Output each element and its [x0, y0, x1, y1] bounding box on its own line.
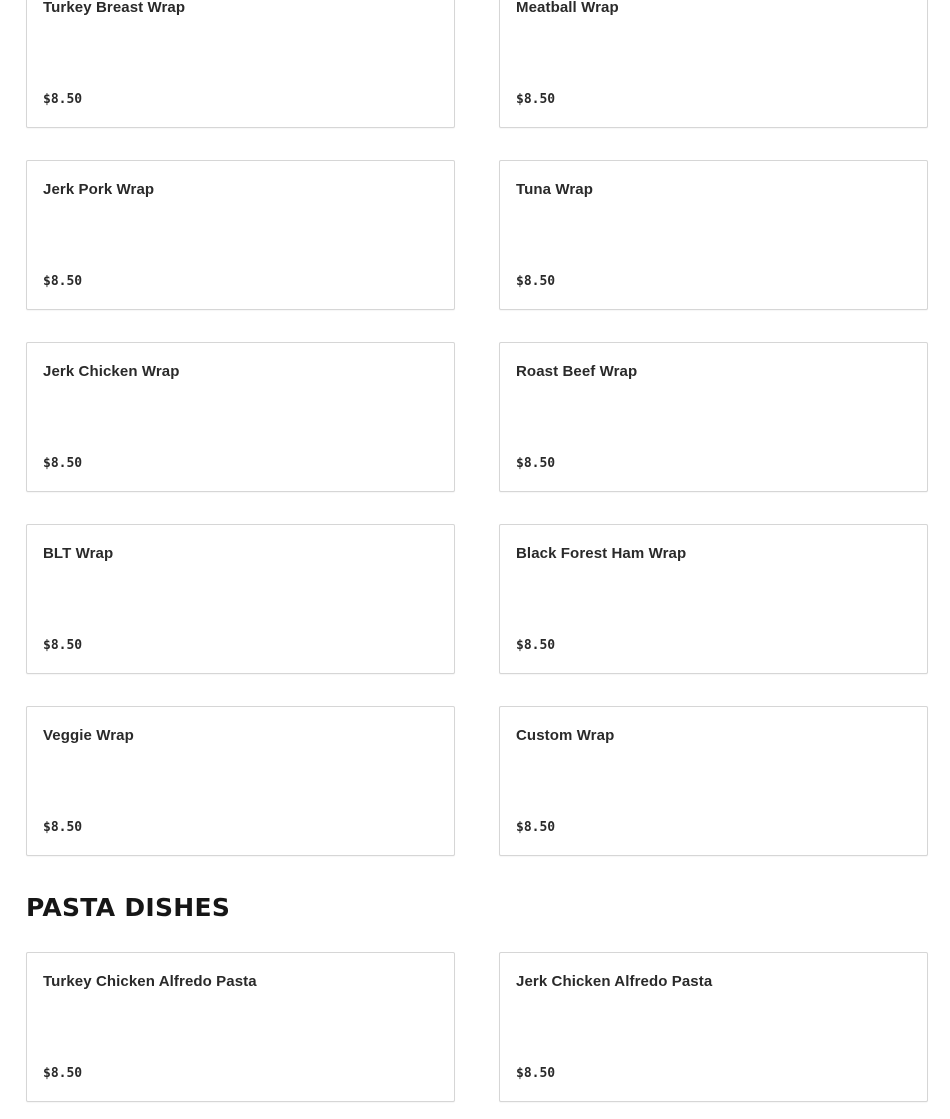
menu-item-name: Meatball Wrap	[516, 0, 619, 16]
menu-item-price: $8.50	[43, 274, 83, 289]
menu-item-name: Jerk Pork Wrap	[43, 181, 155, 198]
menu-item-name: Black Forest Ham Wrap	[516, 545, 687, 562]
menu-item-name: Jerk Chicken Wrap	[43, 363, 180, 380]
menu-item-name: Tuna Wrap	[516, 181, 594, 198]
pasta-menu-grid	[26, 952, 928, 1102]
menu-item-card-turkey-breast-wrap[interactable]	[26, 0, 455, 128]
menu-item-name: Veggie Wrap	[43, 727, 134, 744]
menu-item-name: BLT Wrap	[43, 545, 114, 562]
menu-item-card-jerk-chicken-wrap[interactable]	[26, 342, 455, 492]
menu-item-name: Turkey Breast Wrap	[43, 0, 186, 16]
menu-item-price: $8.50	[516, 820, 556, 835]
menu-item-price: $8.50	[43, 638, 83, 653]
menu-item-card-veggie-wrap[interactable]	[26, 706, 455, 856]
section-heading-pasta-dishes: PASTA DISHES	[26, 893, 231, 922]
menu-item-price: $8.50	[516, 456, 556, 471]
menu-item-price: $8.50	[516, 274, 556, 289]
menu-item-card-blt-wrap[interactable]	[26, 524, 455, 674]
menu-item-name: Roast Beef Wrap	[516, 363, 638, 380]
menu-item-price: $8.50	[43, 92, 83, 107]
menu-item-price: $8.50	[43, 456, 83, 471]
menu-item-price: $8.50	[516, 92, 556, 107]
menu-item-card-jerk-chicken-alfredo-pasta[interactable]	[499, 952, 928, 1102]
wraps-menu-grid	[26, 0, 928, 856]
menu-item-name: Jerk Chicken Alfredo Pasta	[516, 973, 713, 990]
menu-item-price: $8.50	[43, 820, 83, 835]
menu-item-price: $8.50	[43, 1066, 83, 1081]
menu-item-card-turkey-chicken-alfredo-pasta[interactable]	[26, 952, 455, 1102]
menu-item-name: Custom Wrap	[516, 727, 615, 744]
menu-item-price: $8.50	[516, 638, 556, 653]
menu-item-name: Turkey Chicken Alfredo Pasta	[43, 973, 257, 990]
menu-item-card-jerk-pork-wrap[interactable]	[26, 160, 455, 310]
menu-item-card-custom-wrap[interactable]	[499, 706, 928, 856]
menu-item-card-tuna-wrap[interactable]	[499, 160, 928, 310]
menu-item-card-black-forest-ham-wrap[interactable]	[499, 524, 928, 674]
menu-item-card-roast-beef-wrap[interactable]	[499, 342, 928, 492]
menu-item-price: $8.50	[516, 1066, 556, 1081]
menu-item-card-meatball-wrap[interactable]	[499, 0, 928, 128]
